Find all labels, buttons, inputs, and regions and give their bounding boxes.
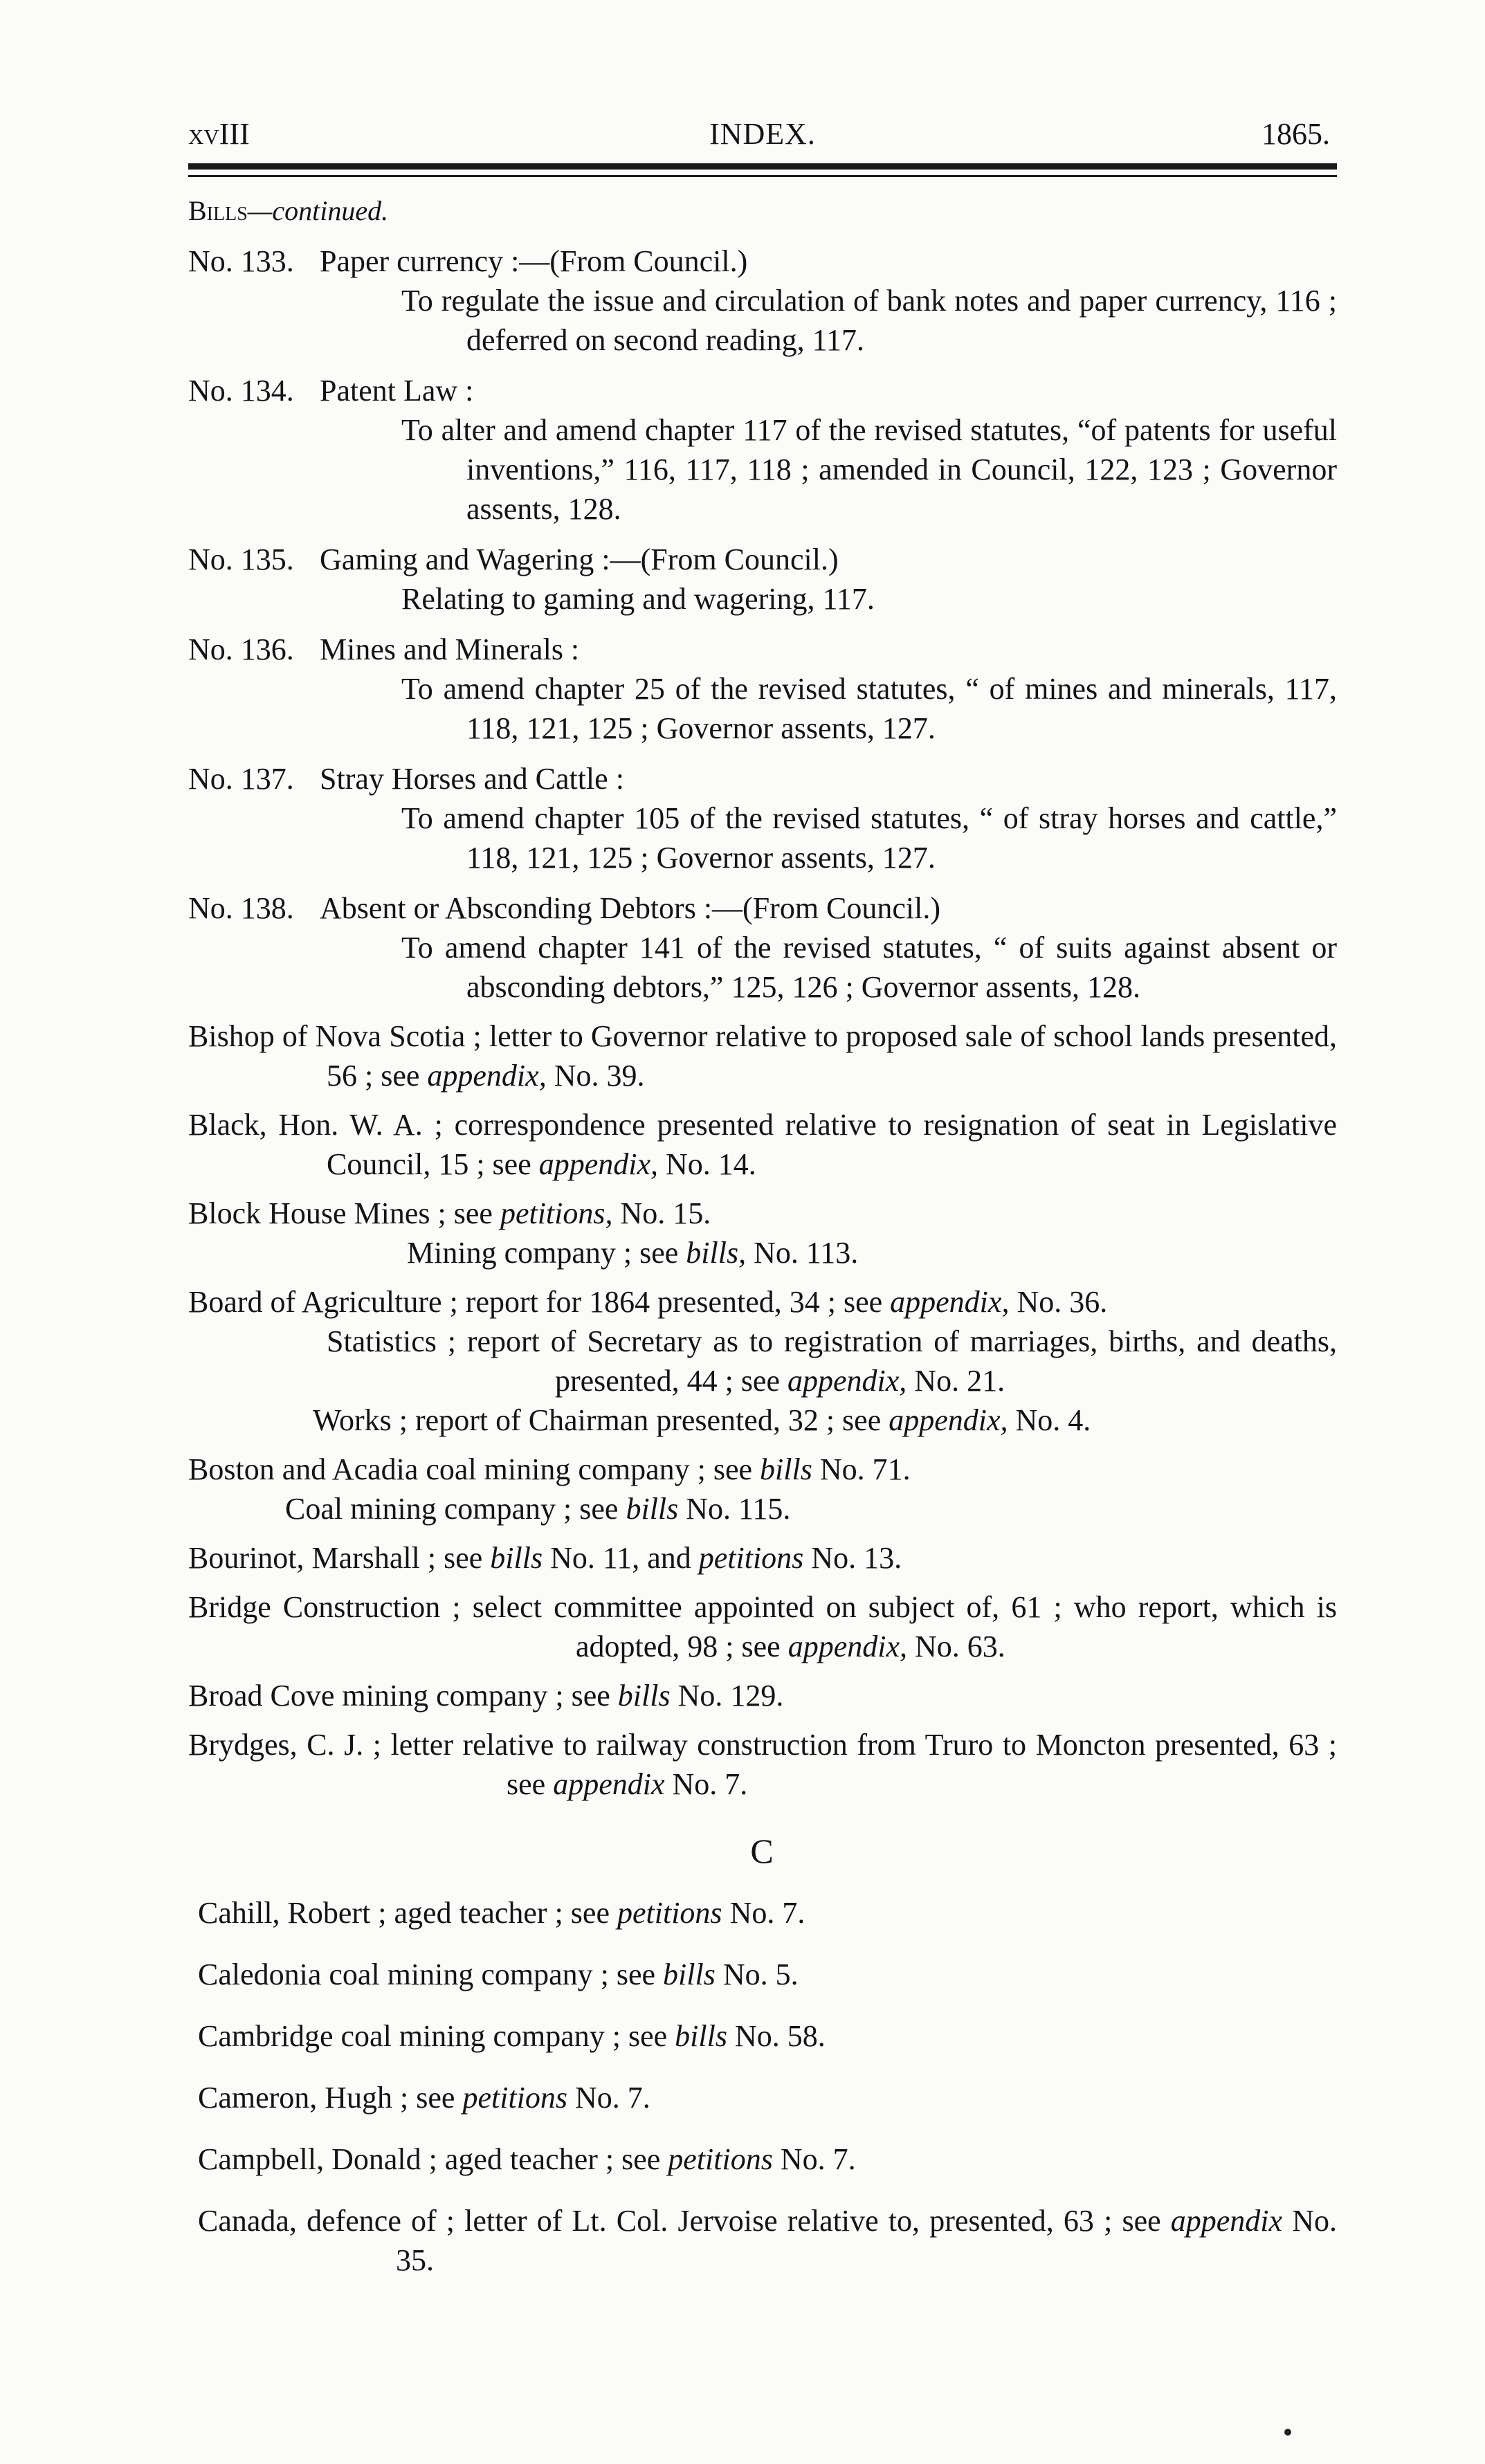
- entry-reference: bills,: [686, 1236, 747, 1270]
- bill-entry: [188, 241, 1337, 360]
- bill-entry: [188, 759, 1337, 877]
- bill-title: Patent Law :: [320, 374, 474, 408]
- bill-description: To amend chapter 141 of the revised statutes, “ of suits against absent or absconding debtors,” 125, 126 ; Governor assents, 128.: [401, 931, 1337, 1004]
- bill-description: To amend chapter 105 of the revised statutes, “ of stray horses and cattle,” 118, 121, 125 ; Governor assents, 127.: [401, 801, 1337, 875]
- entry-number: No. 11, and: [543, 1541, 699, 1575]
- entry-reference: bills: [760, 1452, 812, 1486]
- entry-text: Brydges, C. J. ; letter relative to railway construction from Truro to Moncton presented, 63 ; see: [188, 1728, 1337, 1801]
- header-rule-thick: [188, 163, 1337, 170]
- entry-reference: bills: [675, 2019, 727, 2053]
- entry-text: Cameron, Hugh ; see: [198, 2081, 463, 2115]
- entry-text: Bishop of Nova Scotia ; letter to Governor relative to proposed sale of school lands presented, 56 ; see: [188, 1019, 1337, 1093]
- print-mark: [1284, 2429, 1291, 2436]
- bill-number: No. 137.: [188, 762, 294, 796]
- entry-text: Bridge Construction ; select committee appointed on subject of, 61 ; who report, which is adopted, 98 ; see: [188, 1590, 1337, 1663]
- entry-reference: appendix: [553, 1767, 665, 1801]
- entry-text: Broad Cove mining company ; see: [188, 1679, 618, 1713]
- entry-text: Mining company ; see: [407, 1236, 686, 1270]
- page-year: 1865.: [1261, 117, 1330, 151]
- entry-number: No. 63.: [907, 1630, 1005, 1663]
- index-entry-bourinot: [188, 1538, 1337, 1578]
- bill-number: No. 135.: [188, 542, 294, 576]
- entry-number: No. 21.: [907, 1364, 1005, 1398]
- entry-number: No. 58.: [727, 2019, 826, 2053]
- bill-description: To regulate the issue and circulation of bank notes and paper currency, 116 ; deferred on second reading, 117.: [401, 284, 1337, 357]
- index-entry-cahill: [188, 1893, 1337, 1933]
- bill-entry: [188, 630, 1337, 748]
- index-entry-cambridge: [188, 2016, 1337, 2056]
- entry-text: Campbell, Donald ; aged teacher ; see: [198, 2142, 668, 2176]
- bill-title: Paper currency :—(From Council.): [320, 244, 748, 278]
- entry-number: No. 15.: [612, 1196, 711, 1230]
- entry-text: Canada, defence of ; letter of Lt. Col. Jervoise relative to, presented, 63 ; see: [198, 2204, 1171, 2238]
- entry-text: Cahill, Robert ; aged teacher ; see: [198, 1896, 617, 1930]
- bill-entry: [188, 371, 1337, 529]
- entry-reference: appendix,: [538, 1147, 659, 1181]
- bill-title: Mines and Minerals :: [320, 632, 580, 666]
- bill-number: No. 136.: [188, 632, 294, 666]
- entry-text: Black, Hon. W. A. ; correspondence presented relative to resignation of seat in Legislative Council, 15 ; see: [188, 1108, 1337, 1181]
- entry-text: Coal mining company ; see: [285, 1492, 626, 1526]
- sub-entry: [285, 1489, 1337, 1528]
- entry-number: No. 115.: [678, 1492, 791, 1526]
- index-entry-canada: [188, 2201, 1337, 2280]
- section-continued: —continued.: [247, 195, 389, 226]
- entry-reference: petitions: [668, 2142, 773, 2176]
- sub-entry-works: [313, 1400, 1337, 1440]
- bill-title: Absent or Absconding Debtors :—(From Council.): [320, 891, 941, 925]
- section-heading: [188, 191, 1337, 230]
- entry-reference: appendix: [1170, 2204, 1283, 2238]
- index-entry-cameron: [188, 2078, 1337, 2117]
- index-entry-campbell: [188, 2139, 1337, 2179]
- index-entry-caledonia: [188, 1955, 1337, 1994]
- index-entry-block-house: [188, 1194, 1337, 1272]
- bill-number: No. 133.: [188, 244, 294, 278]
- entry-reference: appendix,: [787, 1364, 907, 1398]
- entry-text: Statistics ; report of Secretary as to registration of marriages, births, and deaths, presented, 44 ; see: [327, 1324, 1337, 1398]
- entry-number: No. 36.: [1009, 1285, 1108, 1319]
- index-entry-black: [188, 1105, 1337, 1184]
- page-number: xvIII: [188, 117, 250, 151]
- entry-number: No. 35.: [396, 2204, 1337, 2277]
- entry-number: No. 7.: [772, 2142, 856, 2176]
- bill-description: Relating to gaming and wagering, 117.: [401, 582, 875, 616]
- bill-entry: [188, 540, 1337, 619]
- header-rule-thin: [188, 175, 1337, 177]
- sub-entry-statistics: [188, 1322, 1337, 1400]
- bill-description: To alter and amend chapter 117 of the revised statutes, “of patents for useful inventions,” 116, 117, 118 ; amended in Council, 122, 123 ; Governor assents, 128.: [401, 413, 1337, 526]
- page-title: INDEX.: [709, 117, 816, 151]
- index-entry-board-agriculture: [188, 1282, 1337, 1440]
- entry-reference: appendix,: [890, 1285, 1010, 1319]
- entry-number: No. 13.: [803, 1541, 902, 1575]
- entry-text: Boston and Acadia coal mining company ; see: [188, 1452, 760, 1486]
- entry-text: Block House Mines ; see: [188, 1196, 500, 1230]
- entry-reference: appendix,: [427, 1059, 547, 1093]
- index-entry-bridge: [188, 1587, 1337, 1666]
- entry-number: No. 7.: [722, 1896, 805, 1930]
- entry-reference: bills: [490, 1541, 543, 1575]
- entry-reference: petitions: [617, 1896, 722, 1930]
- bill-entry: [188, 888, 1337, 1007]
- entry-number: No. 5.: [715, 1957, 799, 1991]
- entry-reference: petitions: [462, 2081, 568, 2115]
- entry-number: No. 14.: [658, 1147, 756, 1181]
- entry-number: No. 113.: [746, 1236, 859, 1270]
- index-body: [188, 191, 1337, 2280]
- entry-text: Works ; report of Chairman presented, 32 ; see: [313, 1403, 889, 1437]
- bill-number: No. 134.: [188, 374, 294, 408]
- entry-reference: bills: [663, 1957, 716, 1991]
- bill-title: Gaming and Wagering :—(From Council.): [320, 542, 839, 576]
- entry-reference: petitions,: [500, 1196, 613, 1230]
- entry-reference: appendix,: [787, 1630, 907, 1663]
- bill-description: To amend chapter 25 of the revised statutes, “ of mines and minerals, 117, 118, 121, 125 ; Governor assents, 127.: [401, 672, 1337, 745]
- entry-number: No. 7.: [664, 1767, 748, 1801]
- section-letter-c: C: [750, 1832, 775, 1870]
- entry-text: Caledonia coal mining company ; see: [198, 1957, 664, 1991]
- section-label: Bills: [188, 195, 248, 226]
- entry-number: No. 71.: [812, 1452, 911, 1486]
- entry-number: No. 129.: [670, 1679, 784, 1713]
- entry-reference: petitions: [698, 1541, 804, 1575]
- entry-number: No. 7.: [567, 2081, 650, 2115]
- entry-text: Board of Agriculture ; report for 1864 presented, 34 ; see: [188, 1285, 891, 1319]
- entry-reference: appendix,: [889, 1403, 1008, 1437]
- bill-number: No. 138.: [188, 891, 294, 925]
- entry-number: No. 4.: [1008, 1403, 1091, 1437]
- index-entry-broad-cove: [188, 1676, 1337, 1715]
- bill-title: Stray Horses and Cattle :: [320, 762, 624, 796]
- index-entry-brydges: [188, 1725, 1337, 1804]
- page-header: [188, 116, 1337, 158]
- entry-reference: bills: [626, 1492, 679, 1526]
- index-entry-boston: [188, 1450, 1337, 1528]
- index-entry-bishop: [188, 1016, 1337, 1095]
- entry-number: No. 39.: [546, 1059, 645, 1093]
- sub-entry: [327, 1233, 1337, 1272]
- entry-reference: bills: [617, 1679, 671, 1713]
- entry-text: Cambridge coal mining company ; see: [198, 2019, 675, 2053]
- entry-text: Bourinot, Marshall ; see: [188, 1541, 491, 1575]
